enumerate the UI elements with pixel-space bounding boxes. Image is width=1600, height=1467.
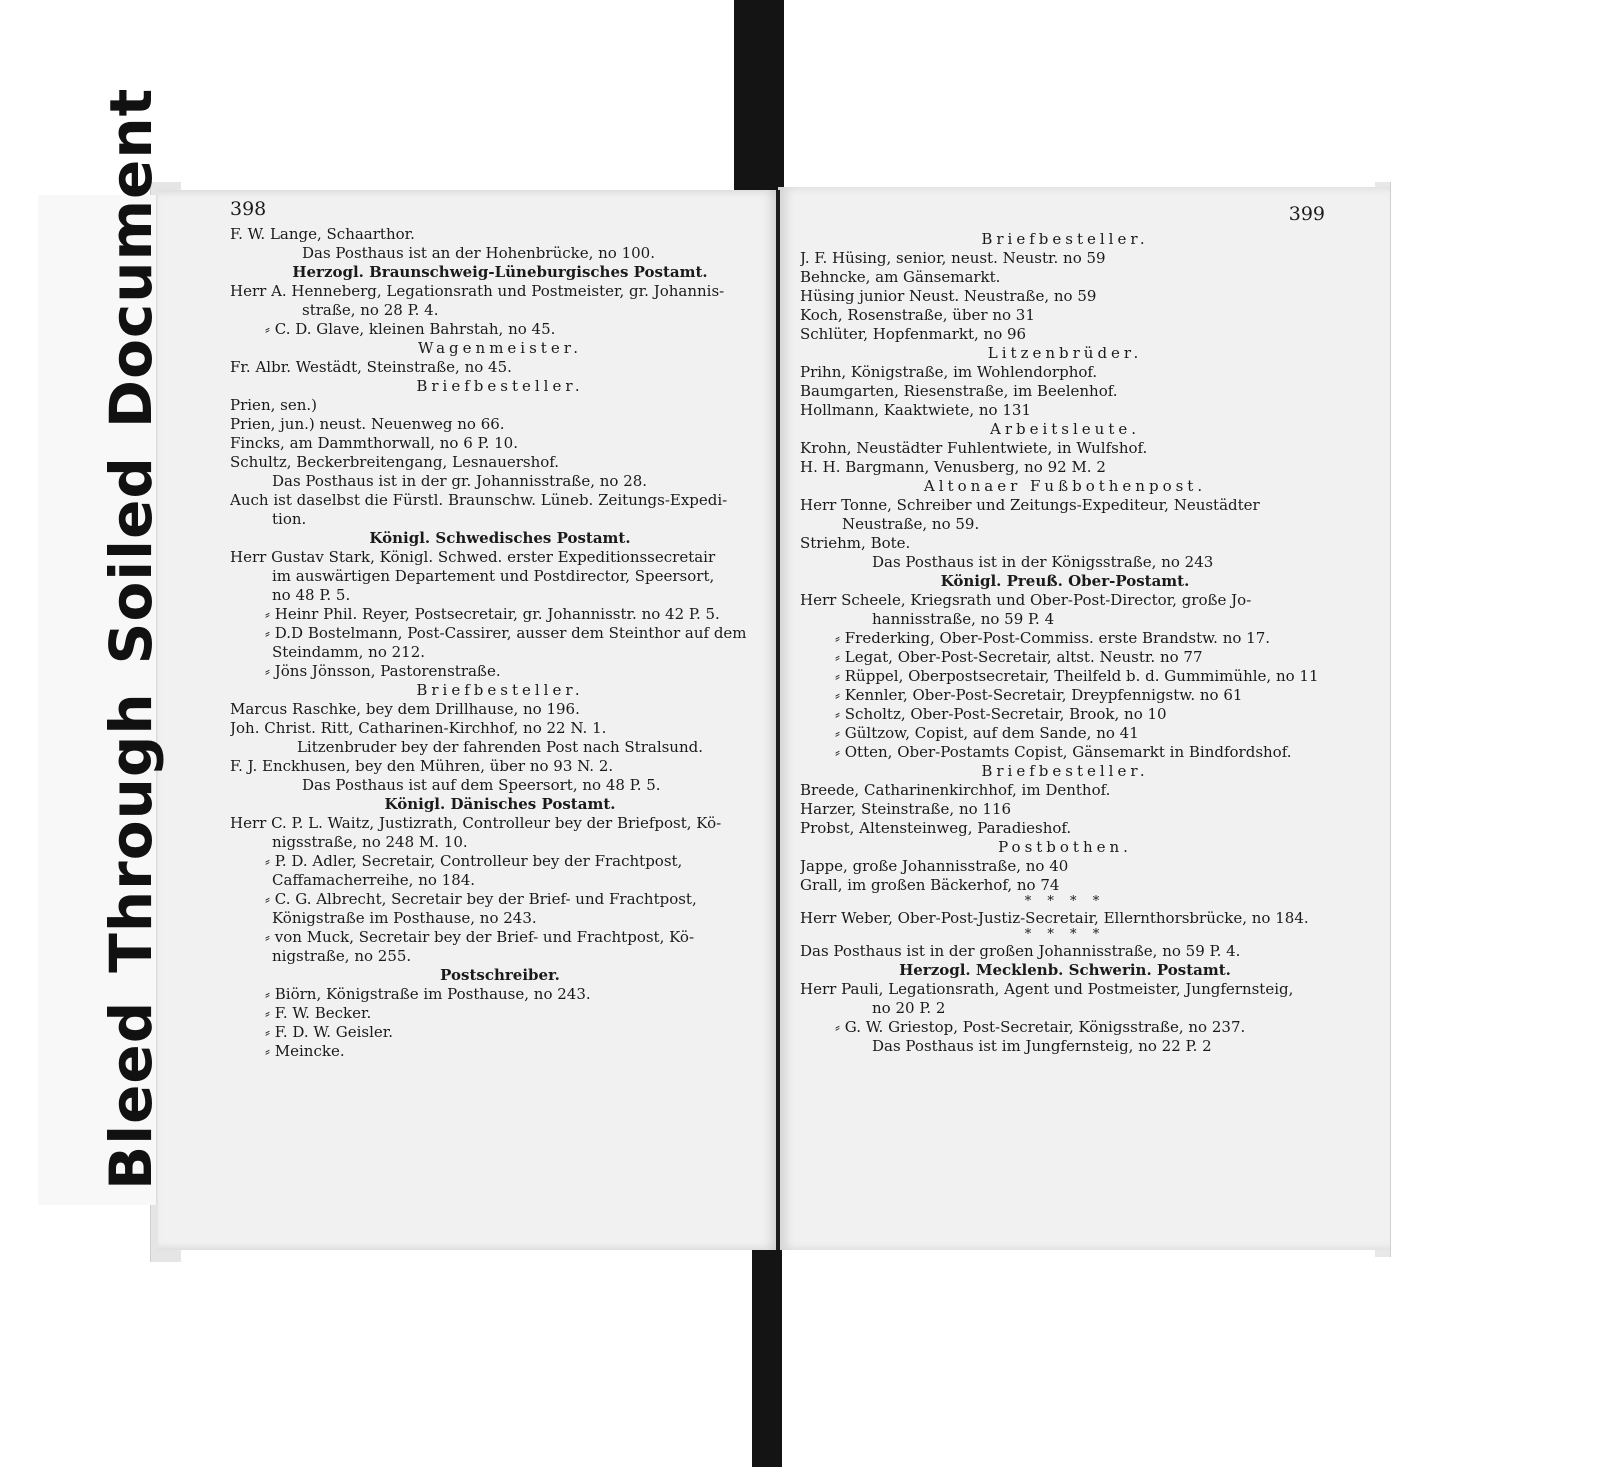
- page-number: 399: [1288, 203, 1325, 225]
- text-line: Herzogl. Braunschweig-Lüneburgisches Postamt.: [292, 263, 708, 281]
- text-line: ⸗ Kennler, Ober-Post-Secretair, Dreypfennigstw. no 61: [835, 686, 1243, 704]
- text-line: Krohn, Neustädter Fuhlentwiete, in Wulfshof.: [800, 439, 1148, 457]
- text-line: Prien, jun.) neust. Neuenweg no 66.: [230, 415, 505, 433]
- text-line: Steindamm, no 212.: [272, 643, 426, 661]
- text-line: ⸗ C. D. Glave, kleinen Bahrstah, no 45.: [265, 320, 556, 338]
- text-line: F. J. Enckhusen, bey den Mühren, über no 93 N. 2.: [230, 757, 614, 775]
- label-word: Bleed: [97, 1000, 165, 1190]
- text-line: hannisstraße, no 59 P. 4: [872, 610, 1055, 628]
- text-line: Hüsing junior Neust. Neustraße, no 59: [800, 287, 1097, 305]
- text-line: Das Posthaus ist in der großen Johannisstraße, no 59 P. 4.: [800, 942, 1241, 960]
- label-word: Soiled: [97, 456, 165, 665]
- text-line: Fr. Albr. Westädt, Steinstraße, no 45.: [230, 358, 512, 376]
- text-line: ⸗ Gültzow, Copist, auf dem Sande, no 41: [835, 724, 1139, 742]
- text-line: ⸗ von Muck, Secretair bey der Brief- und Frachtpost, Kö-: [265, 928, 695, 946]
- text-line: Postschreiber.: [440, 966, 560, 984]
- text-line: straße, no 28 P. 4.: [302, 301, 439, 319]
- gutter-line: [776, 190, 780, 1250]
- text-line: no 48 P. 5.: [272, 586, 351, 604]
- text-line: F. W. Lange, Schaarthor.: [230, 225, 415, 243]
- text-line: Wagenmeister.: [418, 339, 582, 357]
- text-line: ⸗ Otten, Ober-Postamts Copist, Gänsemarkt in Bindfordshof.: [835, 743, 1292, 761]
- text-line: nigstraße, no 255.: [272, 947, 412, 965]
- text-line: im auswärtigen Departement und Postdirector, Speersort,: [272, 567, 715, 585]
- text-line: Probst, Altensteinweg, Paradieshof.: [800, 819, 1072, 837]
- text-line: Koch, Rosenstraße, über no 31: [800, 306, 1035, 324]
- text-line: ⸗ P. D. Adler, Secretair, Controlleur bey der Frachtpost,: [265, 852, 683, 870]
- binding-strip-bottom: [752, 1245, 782, 1467]
- text-line: * * * *: [1024, 895, 1106, 909]
- text-line: Das Posthaus ist in der gr. Johannisstraße, no 28.: [272, 472, 648, 490]
- text-line: Schultz, Beckerbreitengang, Lesnauershof.: [230, 453, 560, 471]
- text-line: Herr Gustav Stark, Königl. Schwed. erster Expeditionssecretair: [230, 548, 716, 566]
- text-line: Herr Tonne, Schreiber und Zeitungs-Expediteur, Neustädter: [800, 496, 1260, 514]
- text-line: Postbothen.: [998, 838, 1132, 856]
- text-line: Briefbesteller.: [981, 230, 1149, 248]
- text-line: Prihn, Königstraße, im Wohlendorphof.: [800, 363, 1098, 381]
- text-line: Jappe, große Johannisstraße, no 40: [800, 857, 1069, 875]
- text-line: Hollmann, Kaaktwiete, no 131: [800, 401, 1031, 419]
- text-line: Herr Scheele, Kriegsrath und Ober-Post-Director, große Jo-: [800, 591, 1252, 609]
- text-line: Grall, im großen Bäckerhof, no 74: [800, 876, 1060, 894]
- text-line: Das Posthaus ist an der Hohenbrücke, no 100.: [302, 244, 655, 262]
- binding-strip-top: [734, 0, 784, 192]
- label-word: Through: [97, 692, 165, 973]
- text-line: Marcus Raschke, bey dem Drillhause, no 196.: [230, 700, 580, 718]
- text-line: ⸗ C. G. Albrecht, Secretair bey der Brief- und Frachtpost,: [265, 890, 697, 908]
- text-line: Breede, Catharinenkirchhof, im Denthof.: [800, 781, 1111, 799]
- text-line: Baumgarten, Riesenstraße, im Beelenhof.: [800, 382, 1118, 400]
- label-word: Document: [97, 87, 165, 429]
- text-line: Das Posthaus ist in der Königsstraße, no 243: [872, 553, 1214, 571]
- text-line: Prien, sen.): [230, 396, 317, 414]
- text-line: no 20 P. 2: [872, 999, 946, 1017]
- text-line: Herr Weber, Ober-Post-Justiz-Secretair, Ellernthorsbrücke, no 184.: [800, 909, 1309, 927]
- text-line: Das Posthaus ist im Jungfernsteig, no 22 P. 2: [872, 1037, 1212, 1055]
- text-line: ⸗ D.D Bostelmann, Post-Cassirer, ausser dem Steinthor auf dem: [265, 624, 747, 642]
- text-line: ⸗ Legat, Ober-Post-Secretair, altst. Neustr. no 77: [835, 648, 1203, 666]
- text-line: ⸗ Scholtz, Ober-Post-Secretair, Brook, no 10: [835, 705, 1167, 723]
- text-line: Altonaer Fußbothenpost.: [923, 477, 1207, 495]
- text-line: Neustraße, no 59.: [842, 515, 980, 533]
- text-line: Behncke, am Gänsemarkt.: [800, 268, 1001, 286]
- text-line: ⸗ Heinr Phil. Reyer, Postsecretair, gr. Johannisstr. no 42 P. 5.: [265, 605, 720, 623]
- text-line: ⸗ Meincke.: [265, 1042, 345, 1060]
- text-line: ⸗ Rüppel, Oberpostsecretair, Theilfeld b. d. Gummimühle, no 11: [835, 667, 1319, 685]
- text-line: Auch ist daselbst die Fürstl. Braunschw. Lüneb. Zeitungs-Expedi-: [230, 491, 728, 509]
- text-line: Herzogl. Mecklenb. Schwerin. Postamt.: [899, 961, 1231, 979]
- text-line: Caffamacherreihe, no 184.: [272, 871, 476, 889]
- text-line: Briefbesteller.: [416, 681, 584, 699]
- text-line: H. H. Bargmann, Venusberg, no 92 M. 2: [800, 458, 1106, 476]
- text-line: ⸗ F. D. W. Geisler.: [265, 1023, 394, 1041]
- text-line: Königstraße im Posthause, no 243.: [272, 909, 537, 927]
- right-page-text: [800, 205, 1330, 1056]
- text-line: Königl. Dänisches Postamt.: [384, 795, 616, 813]
- text-line: Fincks, am Dammthorwall, no 6 P. 10.: [230, 434, 518, 452]
- text-line: Striehm, Bote.: [800, 534, 911, 552]
- text-line: Joh. Christ. Ritt, Catharinen-Kirchhof, no 22 N. 1.: [230, 719, 607, 737]
- text-line: Königl. Schwedisches Postamt.: [369, 529, 631, 547]
- text-line: nigsstraße, no 248 M. 10.: [272, 833, 468, 851]
- text-line: Herr C. P. L. Waitz, Justizrath, Controlleur bey der Briefpost, Kö-: [230, 814, 722, 832]
- text-line: Herr A. Henneberg, Legationsrath und Postmeister, gr. Johannis-: [230, 282, 725, 300]
- text-line: Briefbesteller.: [981, 762, 1149, 780]
- text-line: Königl. Preuß. Ober-Postamt.: [940, 572, 1190, 590]
- label-text: [97, 60, 165, 1190]
- text-line: Arbeitsleute.: [989, 420, 1140, 438]
- text-line: Litzenbrüder.: [987, 344, 1143, 362]
- text-line: Harzer, Steinstraße, no 116: [800, 800, 1012, 818]
- text-line: tion.: [272, 510, 307, 528]
- text-line: * * * *: [1024, 928, 1106, 942]
- text-line: J. F. Hüsing, senior, neust. Neustr. no 59: [800, 249, 1106, 267]
- text-line: ⸗ Biörn, Königstraße im Posthause, no 243.: [265, 985, 591, 1003]
- text-line: Schlüter, Hopfenmarkt, no 96: [800, 325, 1027, 343]
- text-line: Litzenbruder bey der fahrenden Post nach Stralsund.: [296, 738, 704, 756]
- text-line: ⸗ Jöns Jönsson, Pastorenstraße.: [265, 662, 501, 680]
- text-line: Herr Pauli, Legationsrath, Agent und Postmeister, Jungfernsteig,: [800, 980, 1294, 998]
- text-line: ⸗ G. W. Griestop, Post-Secretair, Königsstraße, no 237.: [835, 1018, 1246, 1036]
- text-line: Das Posthaus ist auf dem Speersort, no 48 P. 5.: [302, 776, 661, 794]
- page-number: 398: [230, 198, 267, 220]
- text-line: ⸗ F. W. Becker.: [265, 1004, 372, 1022]
- left-page-text: [230, 200, 770, 1061]
- text-line: ⸗ Frederking, Ober-Post-Commiss. erste Brandstw. no 17.: [835, 629, 1271, 647]
- text-line: Briefbesteller.: [416, 377, 584, 395]
